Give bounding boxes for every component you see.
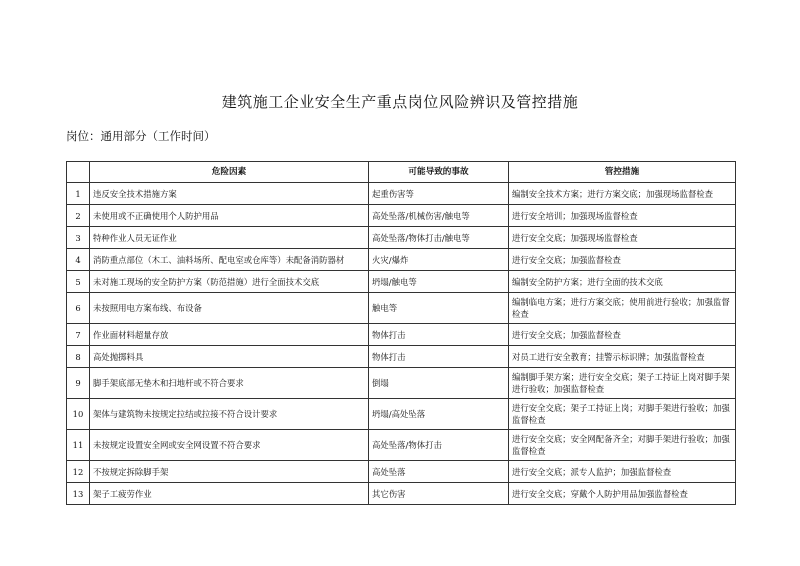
row-hazard: 未对施工现场的安全防护方案（防范措施）进行全面技术交底: [90, 271, 369, 293]
row-accident: 物体打击: [369, 346, 509, 368]
row-hazard: 不按规定拆除脚手架: [90, 461, 369, 483]
row-num: 10: [67, 399, 90, 430]
table-row: [67, 399, 736, 430]
table-row: [67, 227, 736, 249]
row-control: 进行安全交底；派专人监护；加强监督检查: [509, 461, 736, 483]
table-row: [67, 249, 736, 271]
row-accident: 高处坠落/物体打击: [369, 430, 509, 461]
row-hazard: 违反安全技术措施方案: [90, 183, 369, 205]
row-hazard: 作业面材料超量存放: [90, 324, 369, 346]
table-row: [67, 271, 736, 293]
row-hazard: 特种作业人员无证作业: [90, 227, 369, 249]
row-accident: 起重伤害等: [369, 183, 509, 205]
row-num: 13: [67, 483, 90, 505]
table-row: [67, 205, 736, 227]
table-row: [67, 346, 736, 368]
row-control: 进行安全交底；架子工持证上岗；对脚手架进行验收；加强监督检查: [509, 399, 736, 430]
row-accident: 坍塌/高处坠落: [369, 399, 509, 430]
row-num: 3: [67, 227, 90, 249]
row-accident: 倒塌: [369, 368, 509, 399]
header-accident: 可能导致的事故: [369, 162, 509, 183]
row-num: 7: [67, 324, 90, 346]
row-hazard: 高处抛掷料具: [90, 346, 369, 368]
row-hazard: 未使用或不正确使用个人防护用品: [90, 205, 369, 227]
row-hazard: 消防重点部位（木工、油料场所、配电室或仓库等）未配备消防器材: [90, 249, 369, 271]
row-control: 进行安全交底；穿戴个人防护用品加强监督检查: [509, 483, 736, 505]
row-control: 编制脚手架方案；进行安全交底；架子工持证上岗对脚手架进行验收；加强监督检查: [509, 368, 736, 399]
row-num: 9: [67, 368, 90, 399]
row-control: 进行安全交底；加强监督检查: [509, 249, 736, 271]
row-num: 12: [67, 461, 90, 483]
row-num: 1: [67, 183, 90, 205]
row-accident: 坍塌/触电等: [369, 271, 509, 293]
row-control: 进行安全交底；加强现场监督检查: [509, 227, 736, 249]
header-control: 管控措施: [509, 162, 736, 183]
header-num: [67, 162, 90, 183]
row-hazard: 脚手架底部无垫木和扫地杆或不符合要求: [90, 368, 369, 399]
risk-table: [66, 161, 736, 505]
row-control: 对员工进行安全教育；挂警示标识牌；加强监督检查: [509, 346, 736, 368]
row-control: 进行安全交底；加强监督检查: [509, 324, 736, 346]
row-num: 4: [67, 249, 90, 271]
table-row: [67, 293, 736, 324]
row-control: 进行安全培训；加强现场监督检查: [509, 205, 736, 227]
row-accident: 高处坠落/物体打击/触电等: [369, 227, 509, 249]
row-num: 2: [67, 205, 90, 227]
row-control: 进行安全交底；安全网配备齐全；对脚手架进行验收；加强监督检查: [509, 430, 736, 461]
row-control: 编制安全防护方案；进行全面的技术交底: [509, 271, 736, 293]
row-accident: 高处坠落: [369, 461, 509, 483]
row-hazard: 架子工疲劳作业: [90, 483, 369, 505]
row-num: 6: [67, 293, 90, 324]
row-accident: 其它伤害: [369, 483, 509, 505]
table-row: [67, 183, 736, 205]
header-hazard: 危险因素: [90, 162, 369, 183]
row-hazard: 未按规定设置安全网或安全网设置不符合要求: [90, 430, 369, 461]
row-num: 11: [67, 430, 90, 461]
row-accident: 火灾/爆炸: [369, 249, 509, 271]
table-header-row: [67, 162, 736, 183]
row-control: 编制临电方案；进行方案交底；使用前进行验收；加强监督检查: [509, 293, 736, 324]
document-title: 建筑施工企业安全生产重点岗位风险辨识及管控措施: [221, 93, 579, 111]
position-line: 岗位：通用部分（工作时间）: [66, 129, 216, 143]
row-hazard: 架体与建筑物未按规定拉结或拉接不符合设计要求: [90, 399, 369, 430]
table-row: [67, 461, 736, 483]
table-row: [67, 368, 736, 399]
table-row: [67, 483, 736, 505]
row-num: 8: [67, 346, 90, 368]
table-row: [67, 324, 736, 346]
row-num: 5: [67, 271, 90, 293]
table-row: [67, 430, 736, 461]
row-accident: 触电等: [369, 293, 509, 324]
row-hazard: 未按照用电方案布线、布设备: [90, 293, 369, 324]
row-accident: 物体打击: [369, 324, 509, 346]
row-control: 编制安全技术方案；进行方案交底；加强现场监督检查: [509, 183, 736, 205]
row-accident: 高处坠落/机械伤害/触电等: [369, 205, 509, 227]
